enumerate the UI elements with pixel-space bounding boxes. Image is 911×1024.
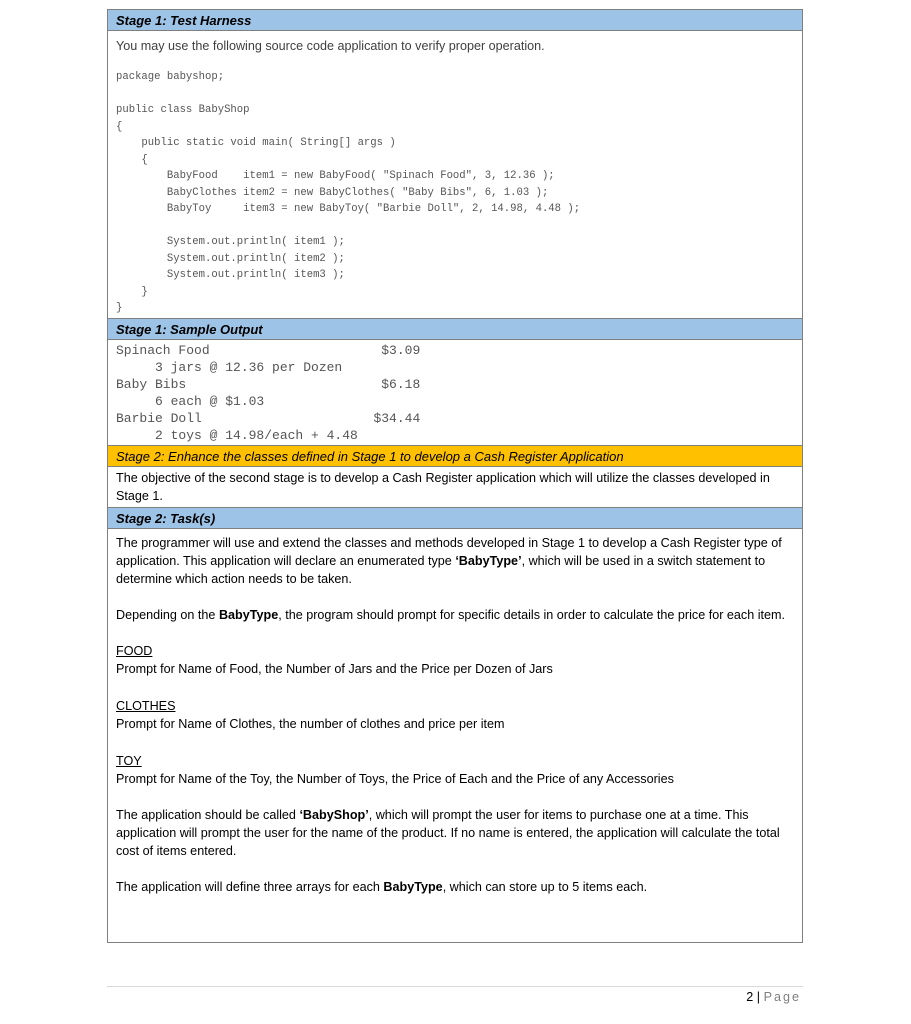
document-table [107, 9, 803, 943]
page-number: 2 | Page [746, 990, 801, 1004]
stage2-tasks-header: Stage 2: Task(s) [108, 508, 802, 529]
code-line: { [116, 153, 148, 166]
toy-text: Prompt for Name of the Toy, the Number of Toys, the Price of Each and the Price of any Accessories [116, 772, 674, 786]
stage1-output-header: Stage 1: Sample Output [108, 319, 802, 340]
stage2-tasks-body [108, 529, 802, 942]
harness-intro: You may use the following source code application to verify proper operation. [116, 39, 545, 53]
code-line: package babyshop; [116, 71, 225, 83]
code-line: } [116, 285, 148, 298]
food-text: Prompt for Name of Food, the Number of Jars and the Price per Dozen of Jars [116, 662, 553, 676]
code-line: } [116, 302, 123, 314]
tasks-paragraph-3: The application should be called ‘BabyShop’, which will prompt the user for items to purchase one at a time. This application will prompt the user for the name of the product. If no name is entered, the application will calculate the total cost of items entered. [116, 808, 780, 858]
footer-divider [107, 986, 803, 987]
tasks-paragraph-2: Depending on the BabyType, the program should prompt for specific details in order to calculate the price for each item. [116, 608, 785, 622]
stage2-objective: The objective of the second stage is to develop a Cash Register application which will utilize the classes developed in Stage 1. [116, 471, 770, 503]
code-line: public class BabyShop [116, 104, 250, 116]
stage1-harness-body [108, 31, 802, 319]
code-line: { [116, 120, 123, 133]
stage1-harness-header: Stage 1: Test Harness [108, 10, 802, 31]
food-heading: FOOD [116, 644, 153, 658]
stage1-output-body [108, 340, 802, 446]
code-line: BabyFood item1 = new BabyFood( "Spinach Food", 3, 12.36 ); [116, 170, 555, 182]
code-line: BabyToy item3 = new BabyToy( "Barbie Doll", 2, 14.98, 4.48 ); [116, 203, 581, 215]
code-line: BabyClothes item2 = new BabyClothes( "Baby Bibs", 6, 1.03 ); [116, 186, 549, 199]
clothes-text: Prompt for Name of Clothes, the number of clothes and price per item [116, 717, 505, 731]
code-line: System.out.println( item1 ); [116, 236, 345, 248]
source-code [108, 69, 802, 317]
tasks-paragraph-4: The application will define three arrays for each BabyType, which can store up to 5 items each. [116, 880, 648, 894]
stage2-enhance-body [108, 467, 802, 508]
code-line: System.out.println( item2 ); [116, 252, 345, 265]
code-line: System.out.println( item3 ); [116, 269, 345, 281]
sample-output: Spinach Food $3.09 3 jars @ 12.36 per Dozen Baby Bibs $6.18 6 each @ $1.03 Barbie Doll $34.44 2 toys @ 14.98/each + 4.48 [116, 343, 421, 443]
clothes-heading: CLOTHES [116, 699, 176, 713]
toy-heading: TOY [116, 754, 142, 768]
tasks-paragraph-1: The programmer will use and extend the classes and methods developed in Stage 1 to develop a Cash Register type of application. This application will declare an enumerated type ‘BabyType’, which will be used in a switch statement to determine which action needs to be taken. [116, 536, 782, 586]
code-line: public static void main( String[] args ) [116, 137, 396, 149]
stage2-enhance-header: Stage 2: Enhance the classes defined in Stage 1 to develop a Cash Register Application [108, 446, 802, 467]
